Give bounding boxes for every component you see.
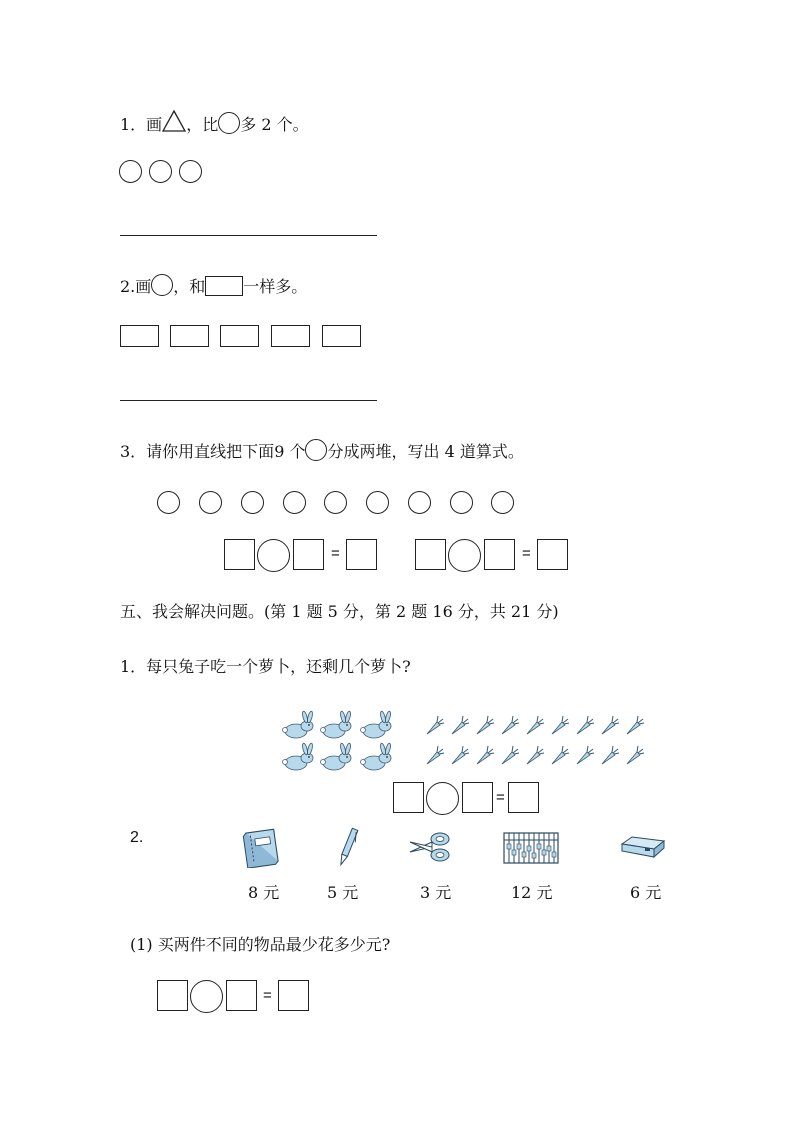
q3-equation-2 [415,539,575,571]
circle-icon [119,160,142,183]
answer-box[interactable] [462,782,493,813]
circle-icon [324,491,347,514]
triangle-icon [162,110,186,132]
pencil-case-icon [620,834,666,862]
operator-circle[interactable] [448,539,481,572]
equals-sign: = [263,987,272,1004]
circle-icon [491,491,514,514]
operator-circle[interactable] [257,539,290,572]
answer-box[interactable] [508,782,539,813]
q3-text: 3．请你用直线把下面9 个 分成两堆，写出 4 道算式。 [120,439,524,462]
circle-icon [149,160,172,183]
circle-icon [366,491,389,514]
answer-box[interactable] [393,782,424,813]
q2-rectangles [120,325,380,349]
circle-icon [199,491,222,514]
q1-circles [119,160,202,187]
answer-box[interactable] [346,539,377,570]
price-label: 6 元 [630,883,662,902]
answer-box[interactable] [157,980,188,1011]
circle-icon [157,491,180,514]
rectangle-icon [205,276,243,296]
p2-number: 2. [130,829,144,846]
p1-equation [393,782,553,814]
rabbits-illustration [282,710,398,776]
answer-box[interactable] [226,980,257,1011]
scissors-icon [408,830,454,864]
circle-icon [408,491,431,514]
circle-icon [218,112,240,134]
rectangle-icon [322,325,361,347]
circle-icon [283,491,306,514]
price-label: 5 元 [327,883,359,902]
price-label: 3 元 [420,883,452,902]
rectangle-icon [271,325,310,347]
section-5-heading: 五、我会解决问题。(第 1 题 5 分，第 2 题 16 分，共 21 分) [120,602,559,621]
equals-sign: = [496,789,505,806]
abacus-icon [503,832,559,864]
pen-icon [334,826,362,868]
price-label: 12 元 [511,883,553,902]
carrots-illustration [424,714,654,770]
answer-box[interactable] [415,539,446,570]
answer-box[interactable] [484,539,515,570]
q2-text: 2.画 ，和 一样多。 [120,274,307,297]
operator-circle[interactable] [426,782,459,815]
answer-box[interactable] [224,539,255,570]
circle-icon [450,491,473,514]
notebook-icon [240,826,284,868]
p2-sub1-text: (1) 买两件不同的物品最少花多少元? [130,935,391,954]
operator-circle[interactable] [190,980,223,1013]
equals-sign: = [522,545,531,562]
q1-text: 1．画 ，比 多 2 个。 [120,110,309,135]
circle-icon [179,160,202,183]
circle-icon [305,439,327,461]
circle-icon [151,274,173,296]
answer-box[interactable] [278,980,309,1011]
q3-equation-1 [224,539,384,571]
q1-answer-line[interactable] [120,235,377,236]
circle-icon [241,491,264,514]
answer-box[interactable] [293,539,324,570]
rectangle-icon [120,325,159,347]
q2-answer-line[interactable] [120,400,377,401]
equals-sign: = [331,545,340,562]
rectangle-icon [220,325,259,347]
answer-box[interactable] [537,539,568,570]
p2-equation [157,980,317,1012]
price-label: 8 元 [248,883,280,902]
rectangle-icon [170,325,209,347]
p1-text: 1．每只兔子吃一个萝卜，还剩几个萝卜? [120,657,411,676]
q3-circles [157,491,517,515]
